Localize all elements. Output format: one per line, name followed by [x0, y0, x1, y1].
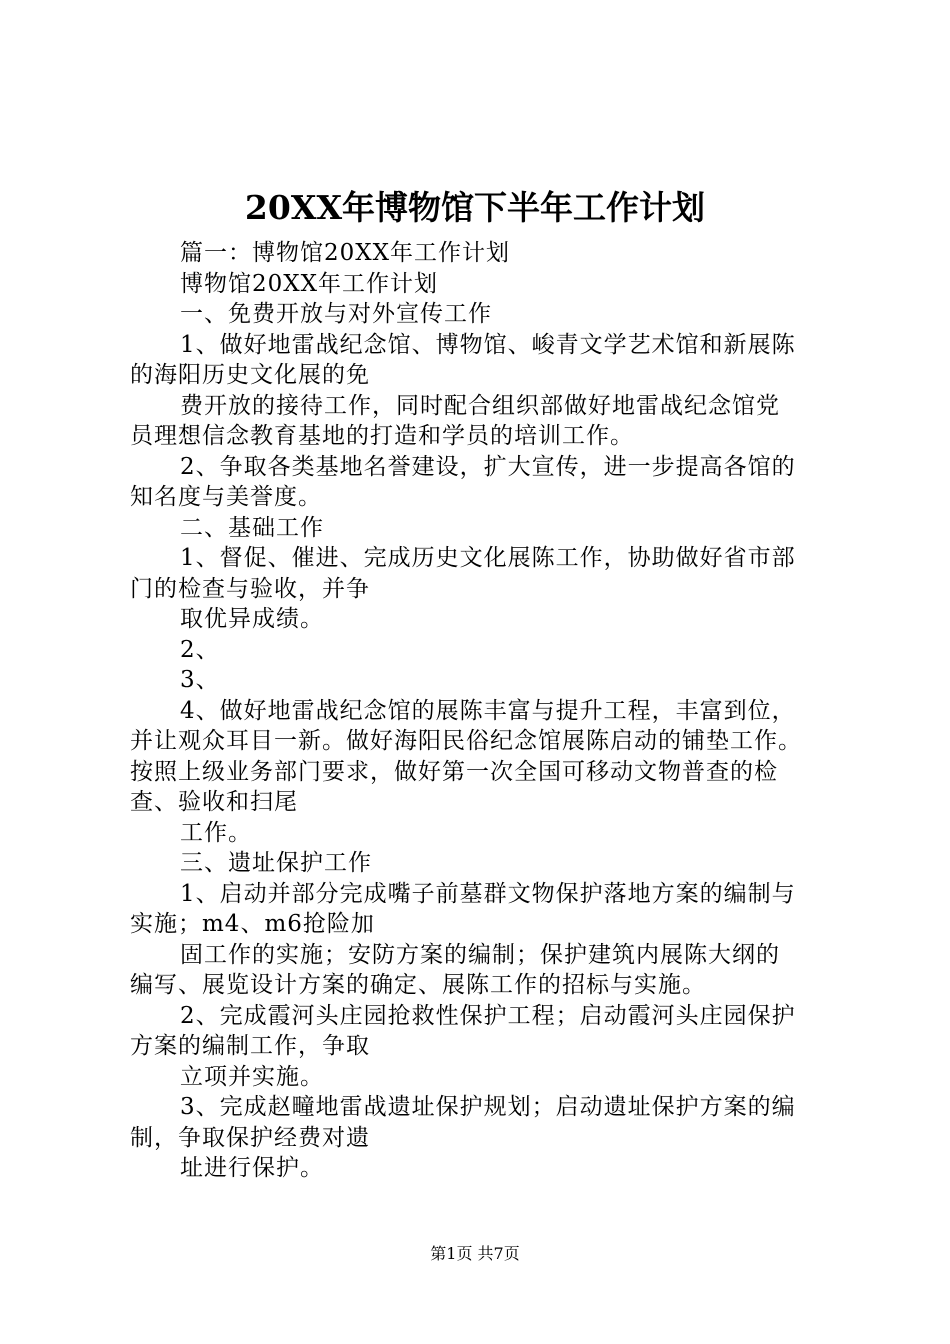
paragraph-line: 2、: [180, 636, 220, 663]
paragraph-line: 址进行保护。: [180, 1155, 324, 1181]
paragraph-line: 查、验收和扫尾: [130, 789, 298, 815]
document-body: [130, 238, 840, 1184]
paragraph-line: 1、督促、催进、完成历史文化展陈工作，协助做好省市部: [180, 545, 796, 571]
page-footer: 第1页 共7页: [430, 1244, 520, 1263]
paragraph-line: 一、免费开放与对外宣传工作: [180, 301, 492, 327]
paragraph-line: 篇一：博物馆20XX年工作计划: [180, 240, 511, 266]
paragraph-line: 三、遗址保护工作: [180, 850, 372, 876]
paragraph-line: 工作。: [180, 819, 252, 846]
paragraph-line: 实施；m4、m6抢险加: [130, 911, 375, 937]
paragraph-line: 门的检查与验收，并争: [130, 575, 370, 602]
paragraph-line: 2、完成霞河头庄园抢救性保护工程；启动霞河头庄园保护: [180, 1002, 796, 1029]
paragraph-line: 制，争取保护经费对遗: [130, 1124, 370, 1151]
paragraph-line: 二、基础工作: [180, 514, 324, 541]
paragraph-line: 编写、展览设计方案的确定、展陈工作的招标与实施。: [130, 972, 706, 998]
paragraph-line: 固工作的实施；安防方案的编制；保护建筑内展陈大纲的: [180, 941, 780, 968]
paragraph-line: 3、完成赵疃地雷战遗址保护规划；启动遗址保护方案的编: [180, 1094, 796, 1120]
paragraph-line: 2、争取各类基地名誉建设，扩大宣传，进一步提高各馆的: [180, 453, 796, 480]
paragraph-line: 的海阳历史文化展的免: [130, 362, 370, 388]
paragraph-line: 员理想信念教育基地的打造和学员的培训工作。: [130, 423, 634, 449]
paragraph-line: 方案的编制工作，争取: [130, 1033, 370, 1059]
paragraph-line: 1、做好地雷战纪念馆、博物馆、峻青文学艺术馆和新展陈: [180, 331, 796, 358]
paragraph-line: 博物馆20XX年工作计划: [180, 270, 439, 297]
paragraph-line: 立项并实施。: [180, 1063, 324, 1090]
paragraph-line: 并让观众耳目一新。做好海阳民俗纪念馆展陈启动的铺垫工作。: [130, 728, 802, 754]
paragraph-line: 4、做好地雷战纪念馆的展陈丰富与提升工程，丰富到位，: [180, 697, 796, 724]
paragraph-line: 1、启动并部分完成嘴子前墓群文物保护落地方案的编制与: [180, 880, 796, 907]
document-title: 20XX年博物馆下半年工作计划: [244, 188, 706, 227]
paragraph-line: 费开放的接待工作，同时配合组织部做好地雷战纪念馆党: [180, 392, 780, 419]
paragraph-line: 按照上级业务部门要求，做好第一次全国可移动文物普查的检: [130, 758, 778, 785]
paragraph-line: 知名度与美誉度。: [130, 484, 322, 510]
paragraph-line: 取优异成绩。: [180, 606, 324, 632]
paragraph-line: 3、: [180, 667, 220, 693]
